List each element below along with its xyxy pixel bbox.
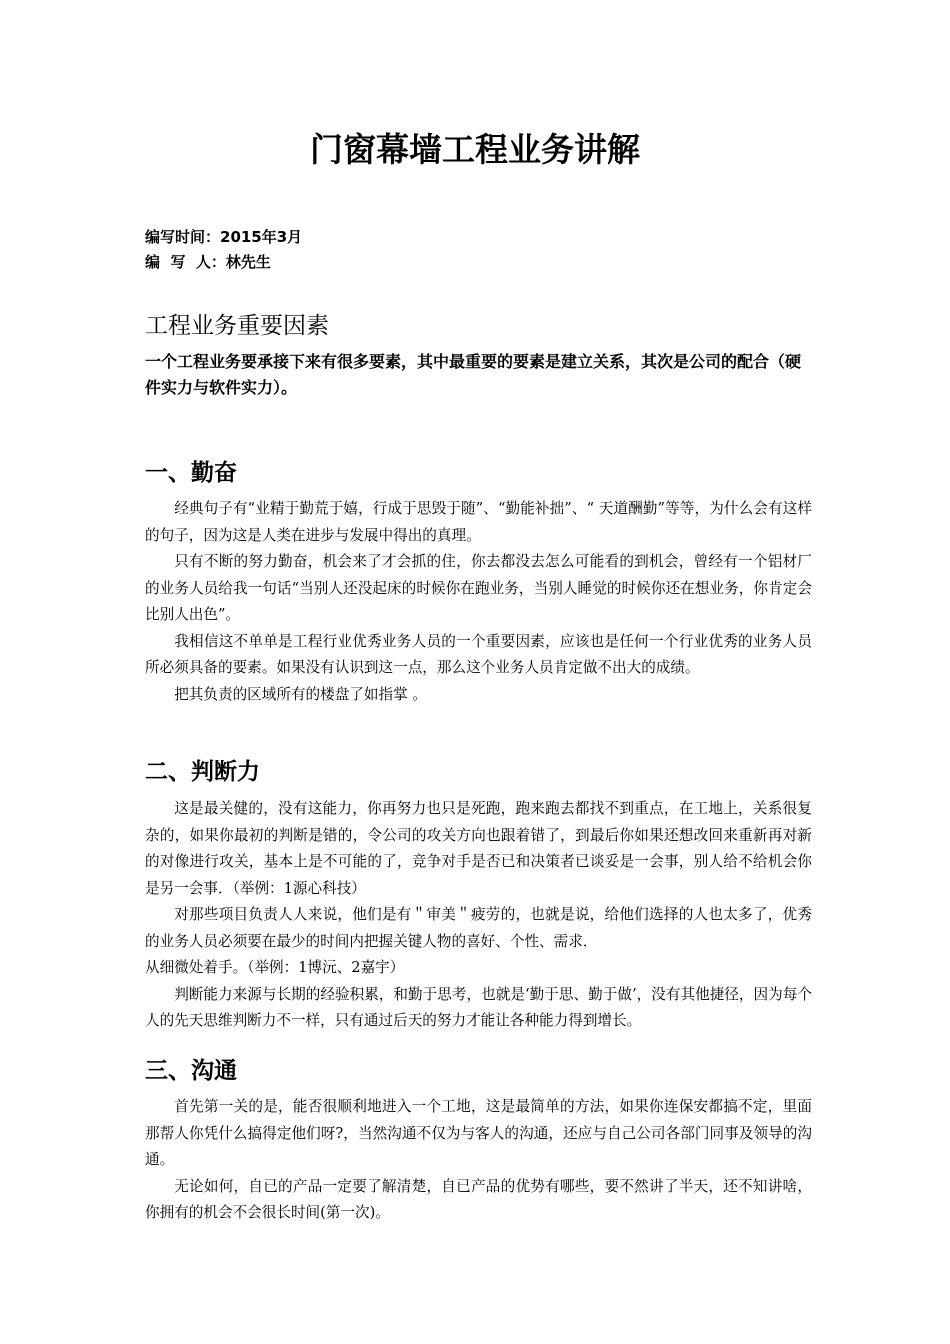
paragraph: 无论如何，自已的产品一定要了解清楚，自已产品的优势有哪些，要不然讲了半天，还不知讲啥，你拥有的机会不会很长时间(第一次)。 (145, 1177, 812, 1221)
paragraph: 这是最关健的，没有这能力，你再努力也只是死跑，跑来跑去都找不到重点，在工地上，关系很复杂的，如果你最初的判断是错的，令公司的攻关方向也跟着错了，到最后你如果还想改回来重新再对新的对像进行攻关，基本上是不可能的了，竞争对手是否已和决策者已谈妥是一会事，别人给不给机会你是另一会事．（举例：1源心科技） (145, 800, 812, 897)
paragraph: 对那些项目负责人人来说，他们是有＂审美＂疲劳的，也就是说，给他们选择的人也太多了，优秀的业务人员必须要在最少的时间内把握关键人物的喜好、个性、需求． (145, 906, 812, 950)
paragraph: 只有不断的努力勤奋，机会来了才会抓的住，你去都没去怎么可能看的到机会，曾经有一个铝材厂的业务人员给我一句话“当别人还没起床的时候你在跑业务，当别人睡觉的时候你还在想业务，你肯定会比别人出色”。 (145, 553, 812, 623)
author-line: 编 写 人：林先生 (145, 253, 271, 271)
paragraph: 首先第一关的是，能否很顺利地进入一个工地，这是最简单的方法，如果你连保安都搞不定，里面那帮人你凭什么搞得定他们呀?，当然沟通不仅为与客人的沟通，还应与自己公司各部门同事及领导的沟通。 (145, 1098, 812, 1168)
section-1-heading: 一、勤奋 (145, 460, 237, 486)
intro-heading: 工程业务重要因素 (145, 313, 329, 339)
paragraph: 我相信这不单单是工程行业优秀业务人员的一个重要因素，应该也是任何一个行业优秀的业务人员所必须具备的要素。如果没有认识到这一点，那么这个业务人员肯定做不出大的成绩。 (145, 632, 812, 676)
date-line: 编写时间：2015年3月 (145, 228, 303, 246)
section-3-heading: 三、沟通 (145, 1058, 237, 1084)
paragraph: 把其负责的区域所有的楼盘了如指掌 。 (174, 685, 427, 703)
paragraph: 经典句子有“业精于勤荒于嬉，行成于思毁于随”、“勤能补拙”、“ 天道酬勤”等等，为什么会有这样的句子，因为这是人类在进步与发展中得出的真理。 (145, 500, 812, 544)
section-2-body (145, 796, 812, 1035)
paragraph: 判断能力来源与长期的经验积累，和勤于思考，也就是‘勤于思、勤于做’，没有其他捷径，因为每个人的先天思维判断力不一样，只有通过后天的努力才能让各种能力得到增长。 (145, 985, 812, 1029)
section-3-body (145, 1094, 812, 1227)
section-1-body (145, 496, 812, 708)
intro-text: 一个工程业务要承接下来有很多要素，其中最重要的要素是建立关系，其次是公司的配合（硬件实力与软件实力）。 (145, 352, 802, 397)
paragraph: 从细微处着手。（举例：1博沅、2嘉宇） (145, 959, 405, 976)
document-title: 门窗幕墙工程业务讲解 (310, 130, 640, 169)
section-2-heading: 二、判断力 (145, 759, 260, 785)
